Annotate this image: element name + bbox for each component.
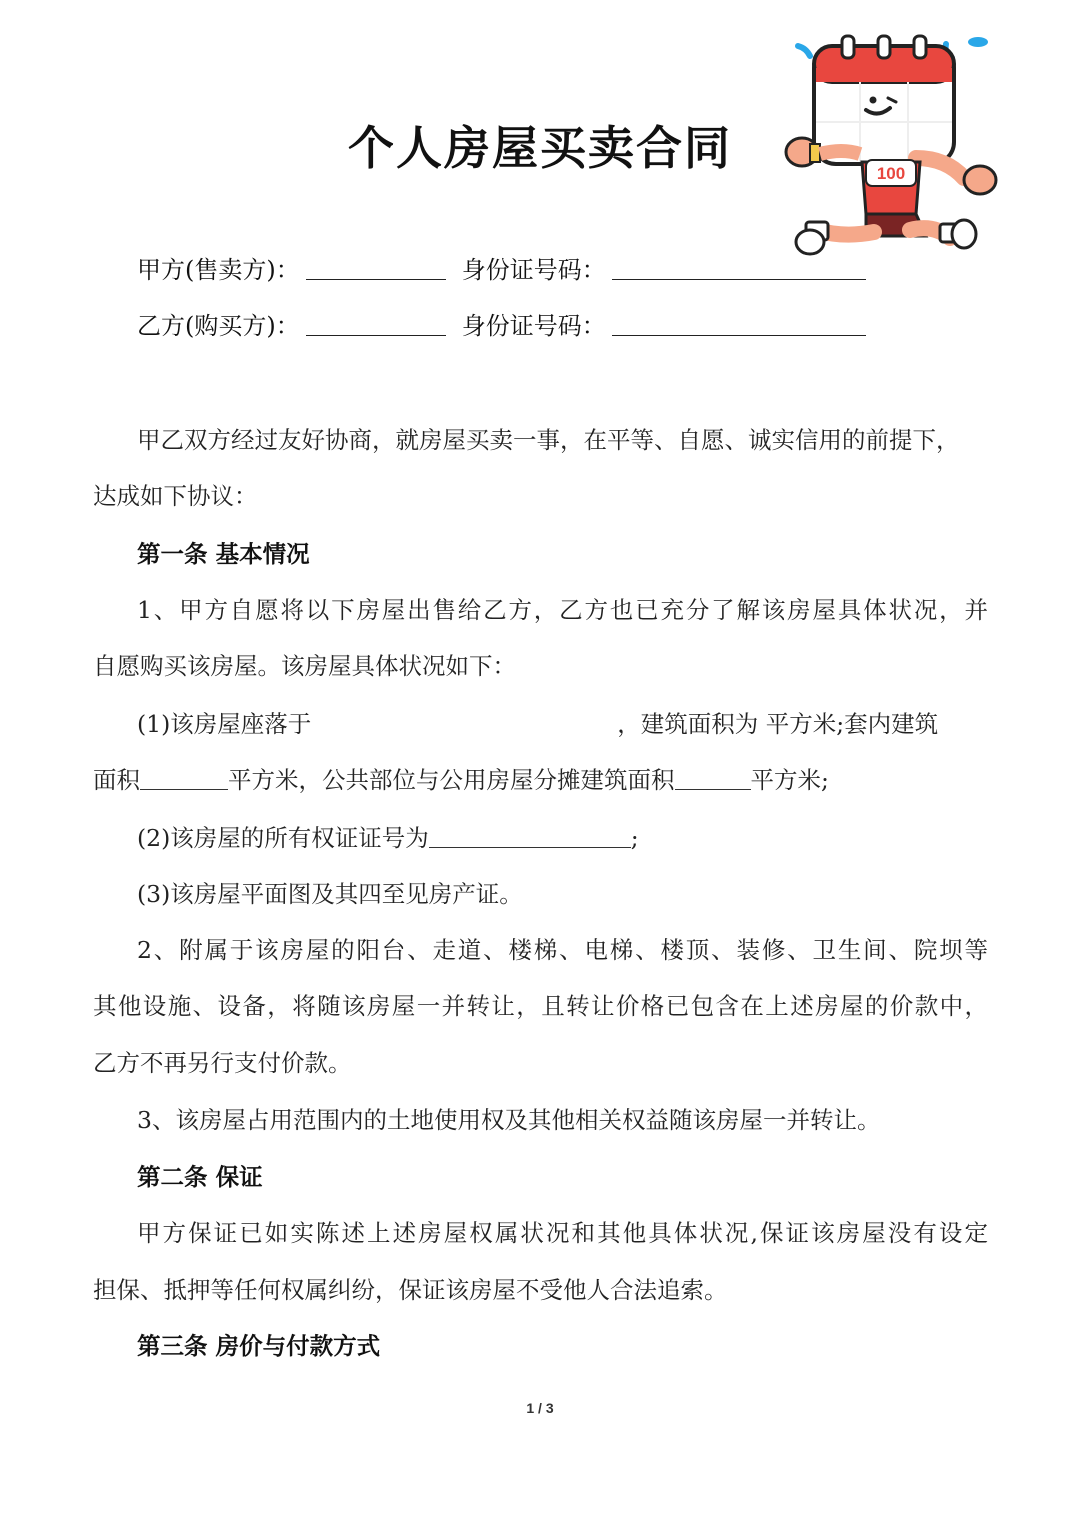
- article-3-heading: 第三条 房价与付款方式: [137, 1332, 381, 1360]
- a1-p2-line-2: 其他设施、设备，将随该房屋一并转让，且转让价格已包含在上述房屋的价款中，: [93, 992, 988, 1020]
- a1-item-2-part-1: (2)该房屋的所有权证证号为: [137, 824, 429, 852]
- a1-item-1-part-2: ，建筑面积为 平方米;套内建筑: [617, 710, 939, 738]
- a1-item-1-line-2: [93, 760, 988, 800]
- document-title: 个人房屋买卖合同: [348, 121, 732, 175]
- page-number: 1 / 3: [526, 1400, 554, 1416]
- party-a-name-blank[interactable]: [306, 253, 446, 280]
- party-a-id-blank[interactable]: [612, 253, 866, 280]
- a2-line-1: 甲方保证已如实陈述上述房屋权属状况和其他具体状况,保证该房屋没有设定: [137, 1219, 988, 1247]
- article-1-heading: 第一条 基本情况: [137, 540, 310, 568]
- party-b-id-label: 身份证号码：: [461, 312, 606, 340]
- a1-item-3: (3)该房屋平面图及其四至见房产证。: [137, 880, 523, 908]
- inner-area-blank[interactable]: [140, 765, 228, 790]
- a1-p1-line-1: 1、甲方自愿将以下房屋出售给乙方，乙方也已充分了解该房屋具体状况，并: [137, 596, 988, 624]
- party-a-id-label: 身份证号码：: [461, 256, 606, 284]
- a1-p1-line-2: 自愿购买该房屋。该房屋具体状况如下：: [93, 652, 516, 680]
- certificate-number-blank[interactable]: [429, 823, 631, 848]
- a1-p2-line-1: 2、附属于该房屋的阳台、走道、楼梯、电梯、楼顶、装修、卫生间、院坝等: [137, 936, 988, 964]
- party-b-label: 乙方(购买方)：: [137, 312, 300, 340]
- a1-p2-line-3: 乙方不再另行支付价款。: [93, 1049, 352, 1077]
- a1-item-1-line-2-part-1: 面积: [93, 766, 140, 794]
- badge-text: 100: [876, 164, 906, 183]
- a1-item-2: [137, 818, 988, 858]
- shared-area-blank[interactable]: [675, 765, 751, 790]
- a2-line-2: 担保、抵押等任何权属纠纷，保证该房屋不受他人合法追索。: [93, 1276, 728, 1304]
- party-a-row: [137, 250, 866, 290]
- calendar-runner-mascot-icon: [770, 28, 1010, 268]
- a1-item-1-line-2-part-2: 平方米，公共部位与公用房屋分摊建筑面积: [228, 766, 675, 794]
- party-b-row: [137, 306, 866, 346]
- article-2-heading: 第二条 保证: [137, 1163, 263, 1191]
- a1-item-1-part-1: (1)该房屋座落于: [137, 710, 312, 738]
- party-a-label: 甲方(售卖方)：: [137, 256, 300, 284]
- a1-p3: 3、该房屋占用范围内的土地使用权及其他相关权益随该房屋一并转让。: [137, 1106, 881, 1134]
- party-b-name-blank[interactable]: [306, 309, 446, 336]
- intro-line-2: 达成如下协议：: [93, 482, 258, 510]
- intro-line-1: 甲乙双方经过友好协商，就房屋买卖一事，在平等、自愿、诚实信用的前提下，: [137, 426, 960, 454]
- a1-item-1-line-2-part-3: 平方米;: [750, 766, 829, 794]
- a1-item-1-line-1: [137, 704, 988, 744]
- party-b-id-blank[interactable]: [612, 309, 866, 336]
- a1-item-2-part-2: ;: [630, 824, 639, 852]
